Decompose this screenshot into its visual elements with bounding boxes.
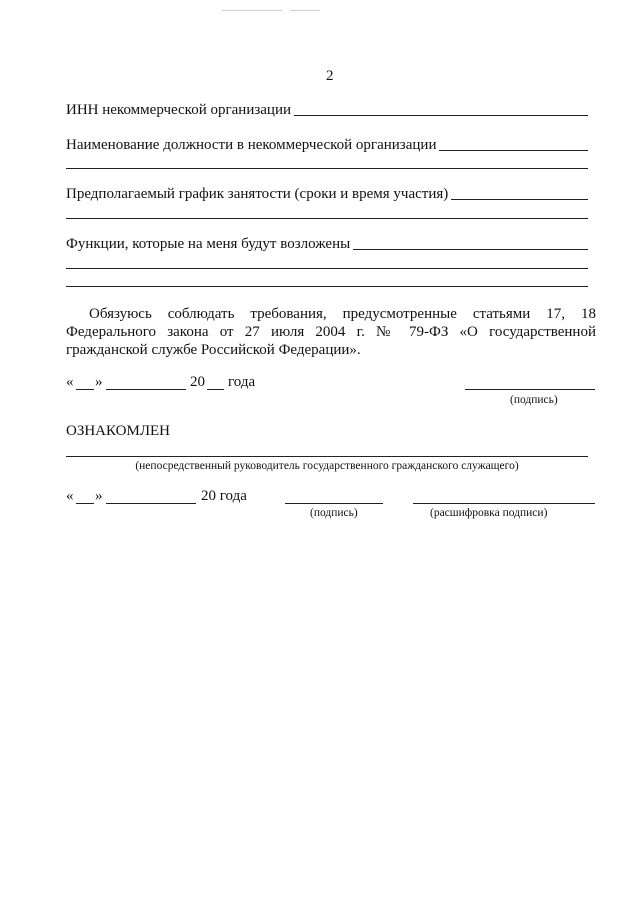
schedule-continuation-line[interactable] xyxy=(66,218,588,219)
date1-year-prefix: 20 xyxy=(190,374,205,390)
date2-year-text: 20 года xyxy=(201,488,247,504)
obligation-paragraph: Обязуюсь соблюдать требования, предусмотренные статьями 17, 18 Федерального закона от 27 июля 2004 г. № 79-ФЗ «О государственной гражданской службе Российской Федерации». xyxy=(66,306,596,358)
signature2-line[interactable] xyxy=(285,503,383,504)
date2-close-quote: » xyxy=(95,488,103,504)
schedule-field-row xyxy=(66,185,588,203)
page-number: 2 xyxy=(326,68,334,84)
scan-artifact xyxy=(222,10,282,11)
manager-line[interactable] xyxy=(66,456,588,457)
manager-caption: (непосредственный руководитель государственного гражданского служащего) xyxy=(135,460,519,472)
date1-close-quote: » xyxy=(95,374,103,390)
date1-day-line[interactable] xyxy=(76,389,94,390)
date1-year-line[interactable] xyxy=(207,389,224,390)
date2-day-line[interactable] xyxy=(76,503,94,504)
signature1-line[interactable] xyxy=(465,389,595,390)
date2-month-line[interactable] xyxy=(106,503,196,504)
inn-label: ИНН некоммерческой организации xyxy=(66,102,292,118)
signature2-caption: (подпись) xyxy=(310,507,358,519)
decryption-line[interactable] xyxy=(413,503,595,504)
signature1-caption: (подпись) xyxy=(510,394,558,406)
scan-artifact xyxy=(290,10,320,11)
schedule-label: Предполагаемый график занятости (сроки и время участия) xyxy=(66,186,449,202)
functions-input-line[interactable] xyxy=(353,249,588,250)
functions-continuation-line-2[interactable] xyxy=(66,286,588,287)
date1-month-line[interactable] xyxy=(106,389,186,390)
date2-open-quote: « xyxy=(66,488,74,504)
position-continuation-line[interactable] xyxy=(66,168,588,169)
functions-continuation-line-1[interactable] xyxy=(66,268,588,269)
functions-label: Функции, которые на меня будут возложены xyxy=(66,236,351,252)
schedule-input-line[interactable] xyxy=(451,199,588,200)
position-input-line[interactable] xyxy=(439,150,588,151)
acknowledged-heading: ОЗНАКОМЛЕН xyxy=(66,423,170,439)
inn-field-row xyxy=(66,101,588,119)
date1-year-suffix: года xyxy=(228,374,256,390)
inn-input-line[interactable] xyxy=(294,115,588,116)
position-label: Наименование должности в некоммерческой организации xyxy=(66,137,437,153)
position-field-row xyxy=(66,136,588,154)
decryption-caption: (расшифровка подписи) xyxy=(430,507,548,519)
date1-open-quote: « xyxy=(66,374,74,390)
functions-field-row xyxy=(66,235,588,253)
